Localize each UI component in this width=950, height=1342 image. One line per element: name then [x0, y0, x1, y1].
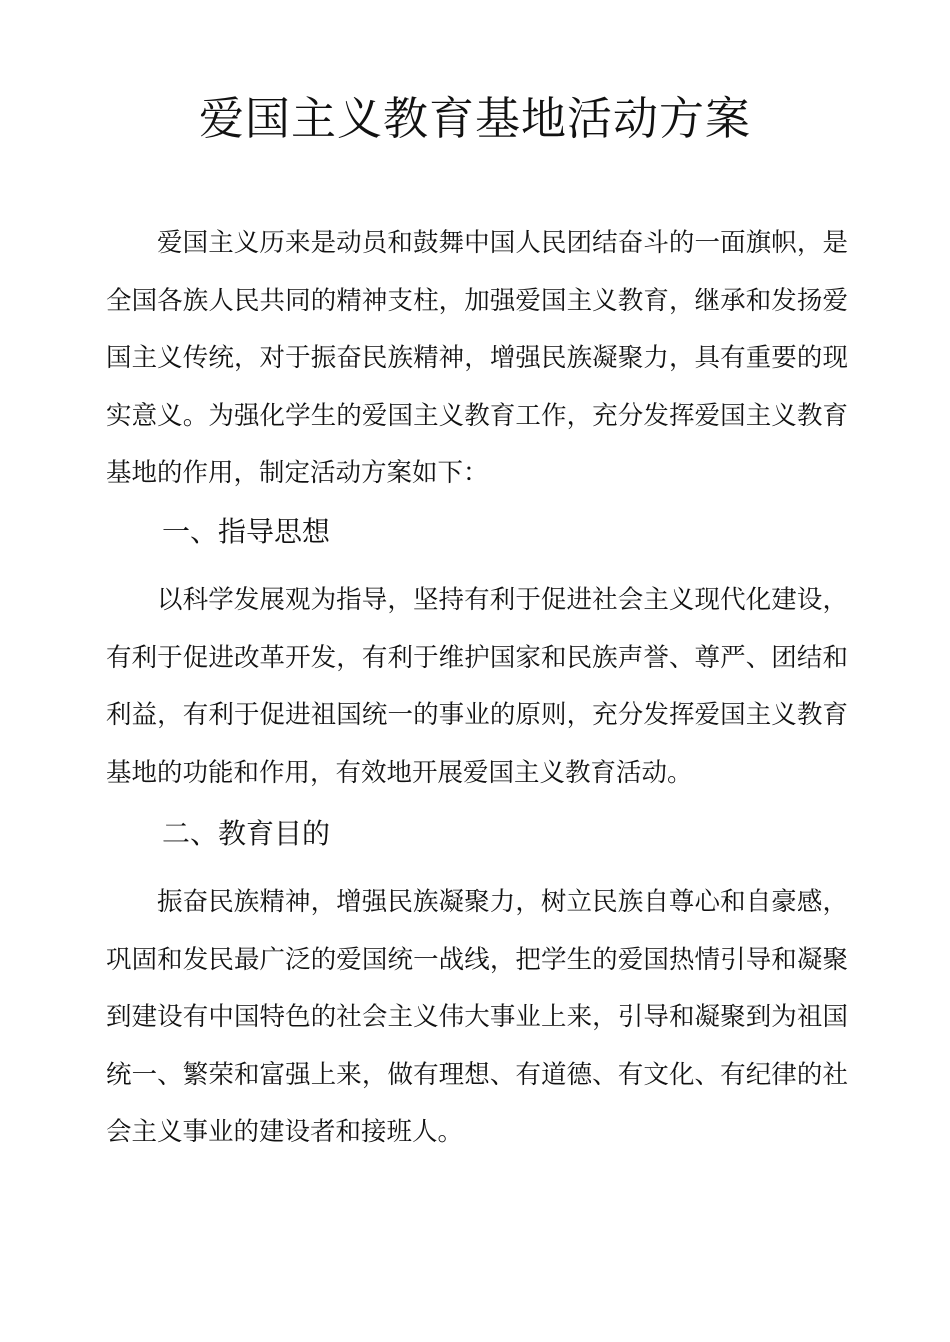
section-body-education-purpose: 振奋民族精神，增强民族凝聚力，树立民族自尊心和自豪感，巩固和发民最广泛的爱国统一战线，把学生的爱国热情引导和凝聚到建设有中国特色的社会主义伟大事业上来，引导和凝聚到为祖国统一、繁荣和富强上来，做有理想、有道德、有文化、有纪律的社会主义事业的建设者和接班人。 [106, 887, 848, 1147]
section-heading-guiding-ideology: 一、指导思想 [162, 515, 331, 548]
intro-paragraph: 爱国主义历来是动员和鼓舞中国人民团结奋斗的一面旗帜，是全国各族人民共同的精神支柱，加强爱国主义教育，继承和发扬爱国主义传统，对于振奋民族精神，增强民族凝聚力，具有重要的现实意义。为强化学生的爱国主义教育工作，充分发挥爱国主义教育基地的作用，制定活动方案如下： [106, 228, 848, 488]
section-heading-education-purpose: 二、教育目的 [162, 817, 331, 850]
document-title: 爱国主义教育基地活动方案 [198, 92, 751, 145]
section-body-guiding-ideology: 以科学发展观为指导，坚持有利于促进社会主义现代化建设，有利于促进改革开发，有利于维护国家和民族声誉、尊严、团结和利益，有利于促进祖国统一的事业的原则，充分发挥爱国主义教育基地的功能和作用，有效地开展爱国主义教育活动。 [106, 585, 848, 788]
